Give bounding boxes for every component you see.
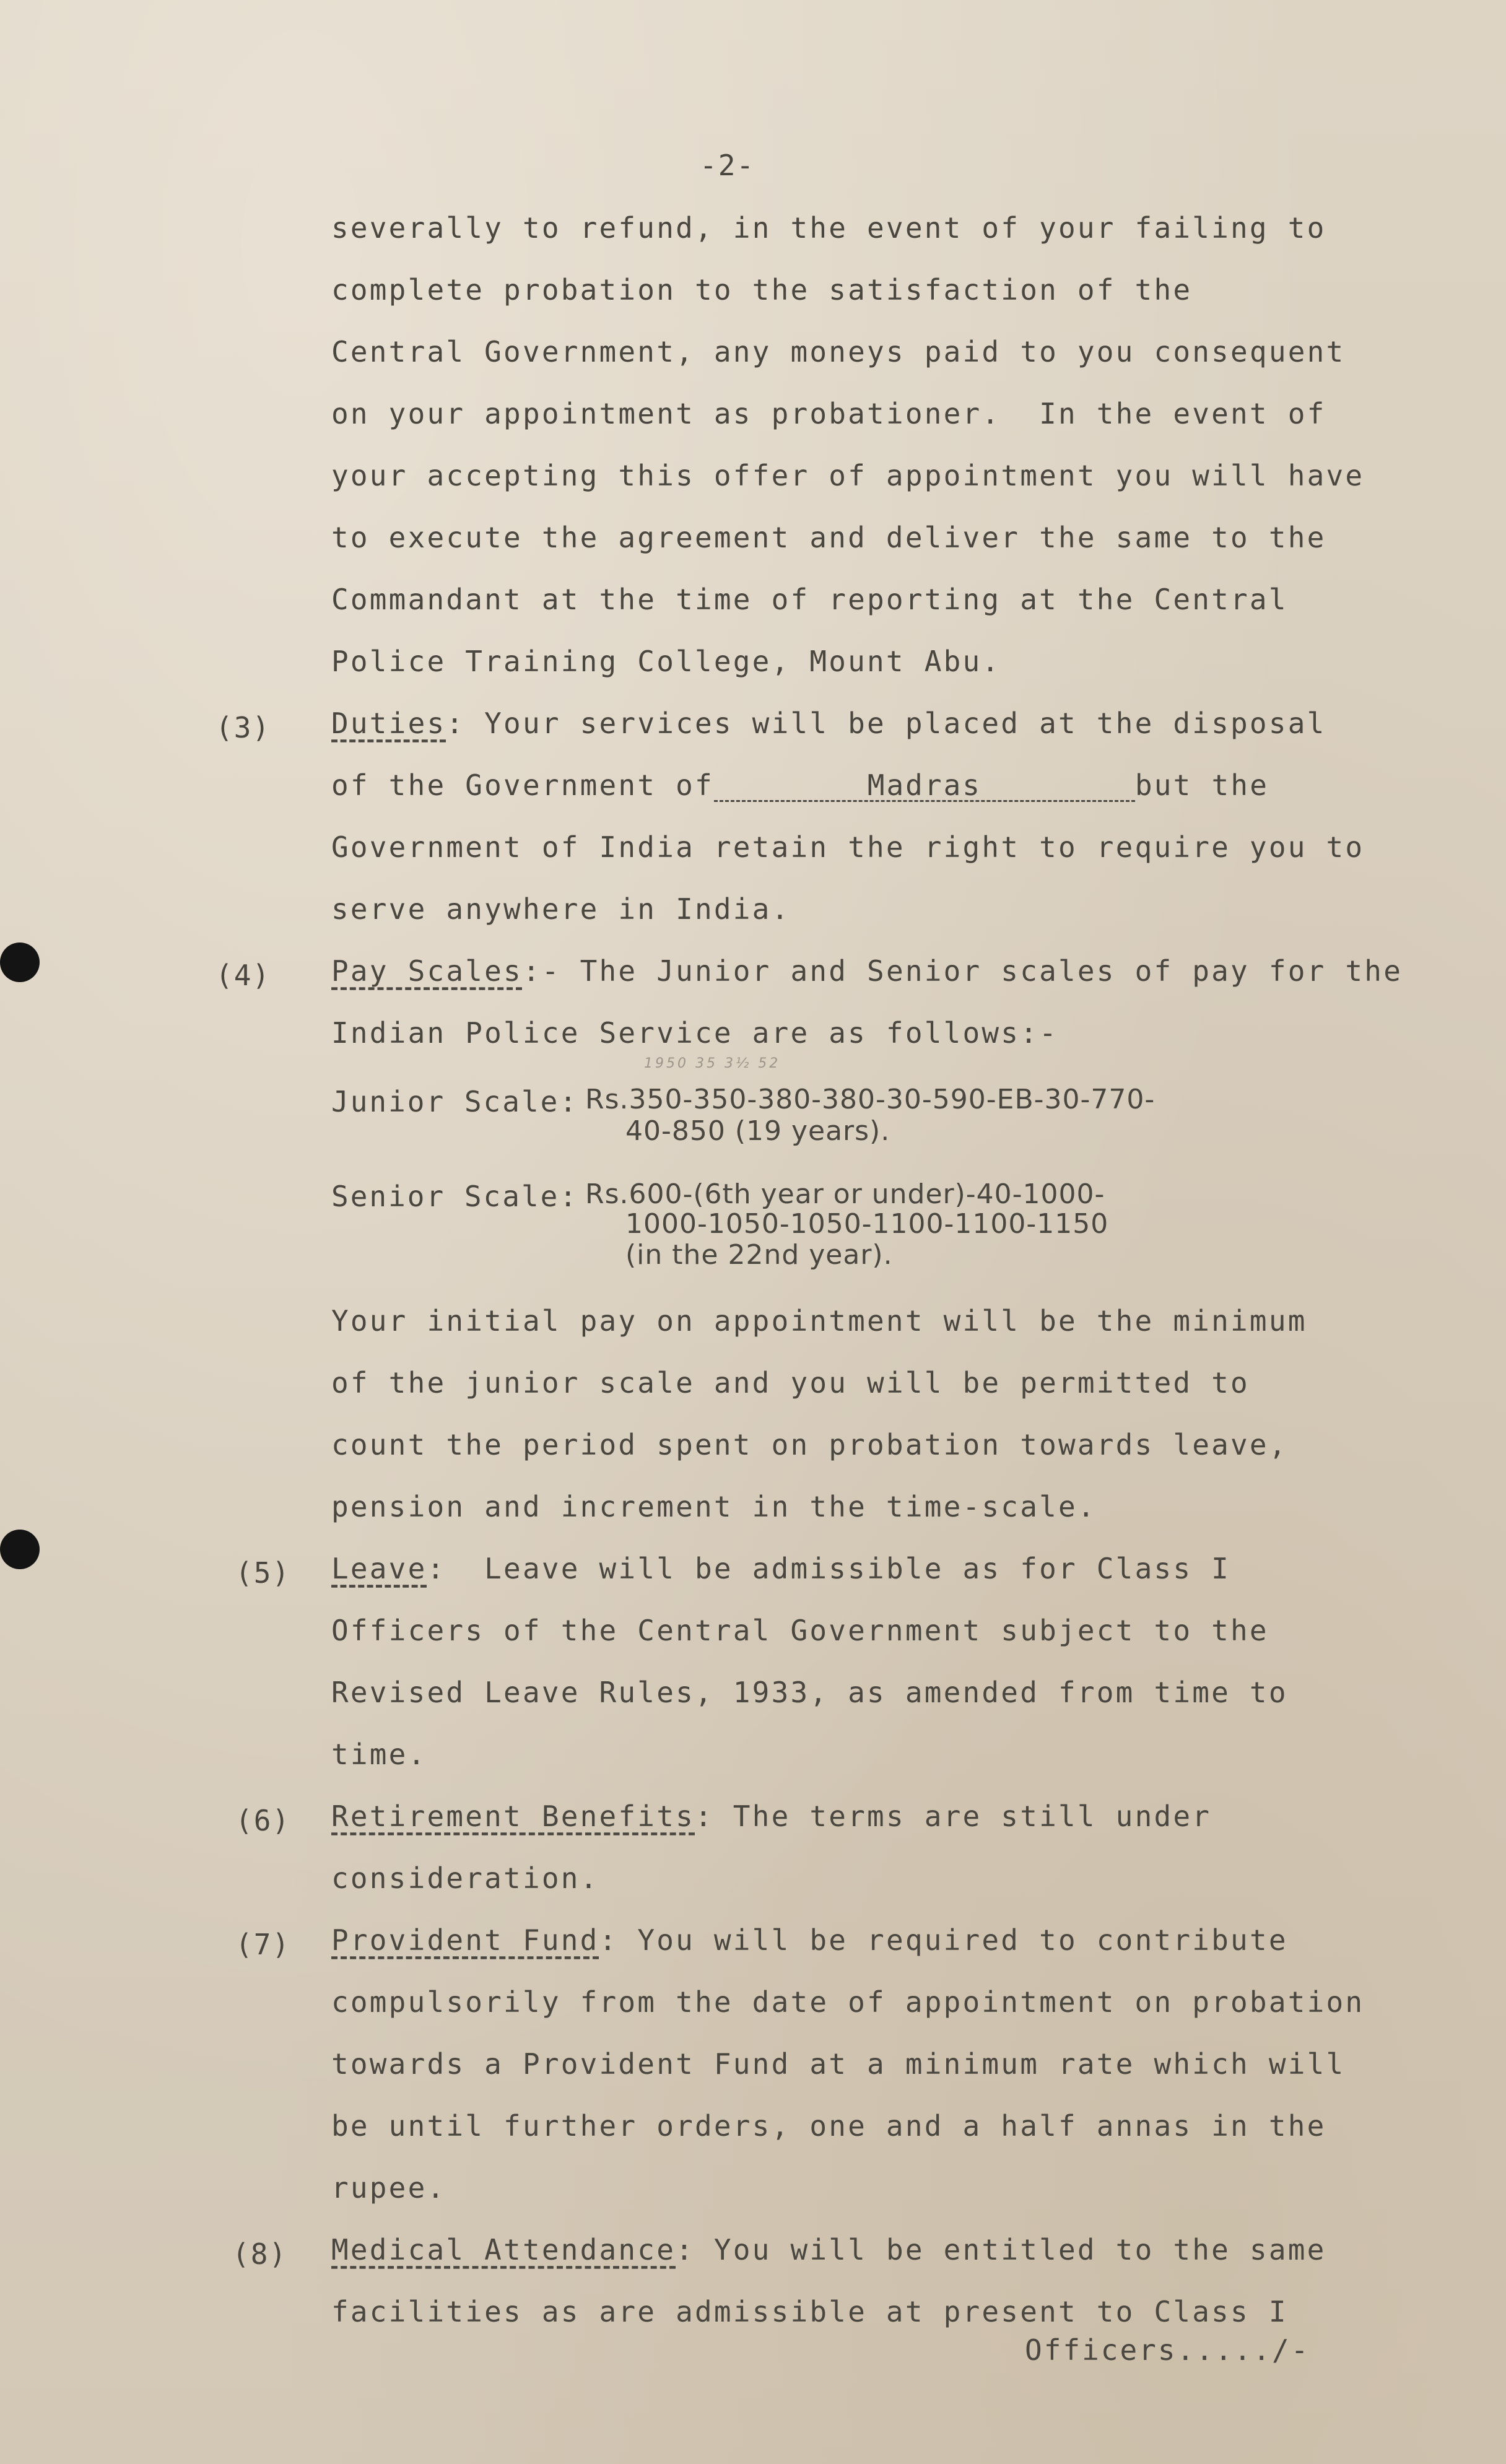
section-first-line [331, 1799, 1211, 1834]
section-line: towards a Provident Fund at a minimum rate which will [331, 2047, 1346, 2081]
section-line: Your initial pay on appointment will be the minimum [331, 1304, 1307, 1338]
page-number: -2- [700, 149, 755, 182]
senior-scale-values-cont: (in the 22nd year). [625, 1239, 893, 1271]
section-first-line [331, 1551, 1230, 1586]
junior-scale-label: Junior Scale: [331, 1085, 579, 1118]
section-line: compulsorily from the date of appointment on probation [331, 1985, 1365, 2019]
section-text: but the [1134, 768, 1269, 802]
section-line: Officers of the Central Government subject to the [331, 1614, 1269, 1647]
section-number: (7) [235, 1928, 291, 1961]
intro-line: Central Government, any moneys paid to you consequent [331, 335, 1346, 368]
pencil-annotation: 1950 35 3½ 52 [644, 1056, 781, 1071]
senior-scale-values: Rs.600-(6th year or under)-40-1000- [585, 1178, 1105, 1210]
intro-line: your accepting this offer of appointment you will have [331, 459, 1365, 492]
section-line: pension and increment in the time-scale. [331, 1490, 1097, 1523]
section-first-line [331, 706, 1326, 741]
section-number: (3) [215, 711, 271, 744]
section-number: (6) [235, 1804, 291, 1837]
section-heading: Retirement Benefits [331, 1800, 695, 1833]
section-text: of the Government of [331, 768, 714, 802]
section-text: :- The Junior and Senior scales of pay for the [522, 954, 1403, 988]
intro-line: severally to refund, in the event of your failing to [331, 211, 1326, 245]
junior-scale-values-cont: 40-850 (19 years). [625, 1115, 890, 1147]
intro-line: on your appointment as probationer. In the event of [331, 397, 1326, 430]
section-number: (5) [235, 1556, 291, 1590]
section-number: (4) [215, 959, 271, 992]
punch-hole-top [0, 943, 40, 982]
senior-scale-values-cont: 1000-1050-1050-1100-1100-1150 [625, 1208, 1109, 1240]
section-line: consideration. [331, 1861, 599, 1895]
section-line: count the period spent on probation towards leave, [331, 1428, 1288, 1461]
section-line: facilities as are admissible at present to Class I [331, 2295, 1288, 2328]
senior-scale-label: Senior Scale: [331, 1180, 579, 1213]
section-first-line [331, 2232, 1326, 2267]
section-text: : You will be entitled to the same [676, 2233, 1326, 2266]
section-line: rupee. [331, 2171, 446, 2205]
section-line: Indian Police Service are as follows:- [331, 1016, 1058, 1050]
section-line: time. [331, 1738, 427, 1771]
section-text: : You will be required to contribute [599, 1923, 1288, 1957]
section-line: Government of India retain the right to require you to [331, 830, 1365, 864]
section-number: (8) [232, 2237, 288, 2271]
section-heading: Provident Fund [331, 1923, 599, 1957]
section-line: of the junior scale and you will be permitted to [331, 1366, 1250, 1400]
intro-line: Commandant at the time of reporting at the Central [331, 583, 1288, 616]
continuation-catchword: Officers...../- [1025, 2333, 1310, 2367]
section-first-line [331, 954, 1403, 988]
section-line [331, 768, 1269, 803]
section-heading: Medical Attendance [331, 2233, 676, 2266]
section-first-line [331, 1923, 1288, 1957]
section-heading: Leave [331, 1552, 427, 1585]
section-line: Revised Leave Rules, 1933, as amended from time to [331, 1676, 1288, 1709]
section-heading: Duties [331, 707, 446, 740]
intro-line: to execute the agreement and deliver the same to the [331, 521, 1326, 554]
section-line: serve anywhere in India. [331, 892, 791, 926]
section-heading: Pay Scales [331, 954, 523, 988]
section-text: : The terms are still under [695, 1800, 1212, 1833]
section-line: be until further orders, one and a half annas in the [331, 2109, 1326, 2143]
junior-scale-values: Rs.350-350-380-380-30-590-EB-30-770- [585, 1084, 1156, 1115]
section-text: : Your services will be placed at the disposal [446, 707, 1326, 740]
intro-line: complete probation to the satisfaction of the [331, 273, 1193, 307]
intro-line: Police Training College, Mount Abu. [331, 645, 1001, 678]
punch-hole-bottom [0, 1530, 40, 1569]
section-text: : Leave will be admissible as for Class I [427, 1552, 1231, 1585]
state-fill-in: Madras [714, 770, 1135, 802]
